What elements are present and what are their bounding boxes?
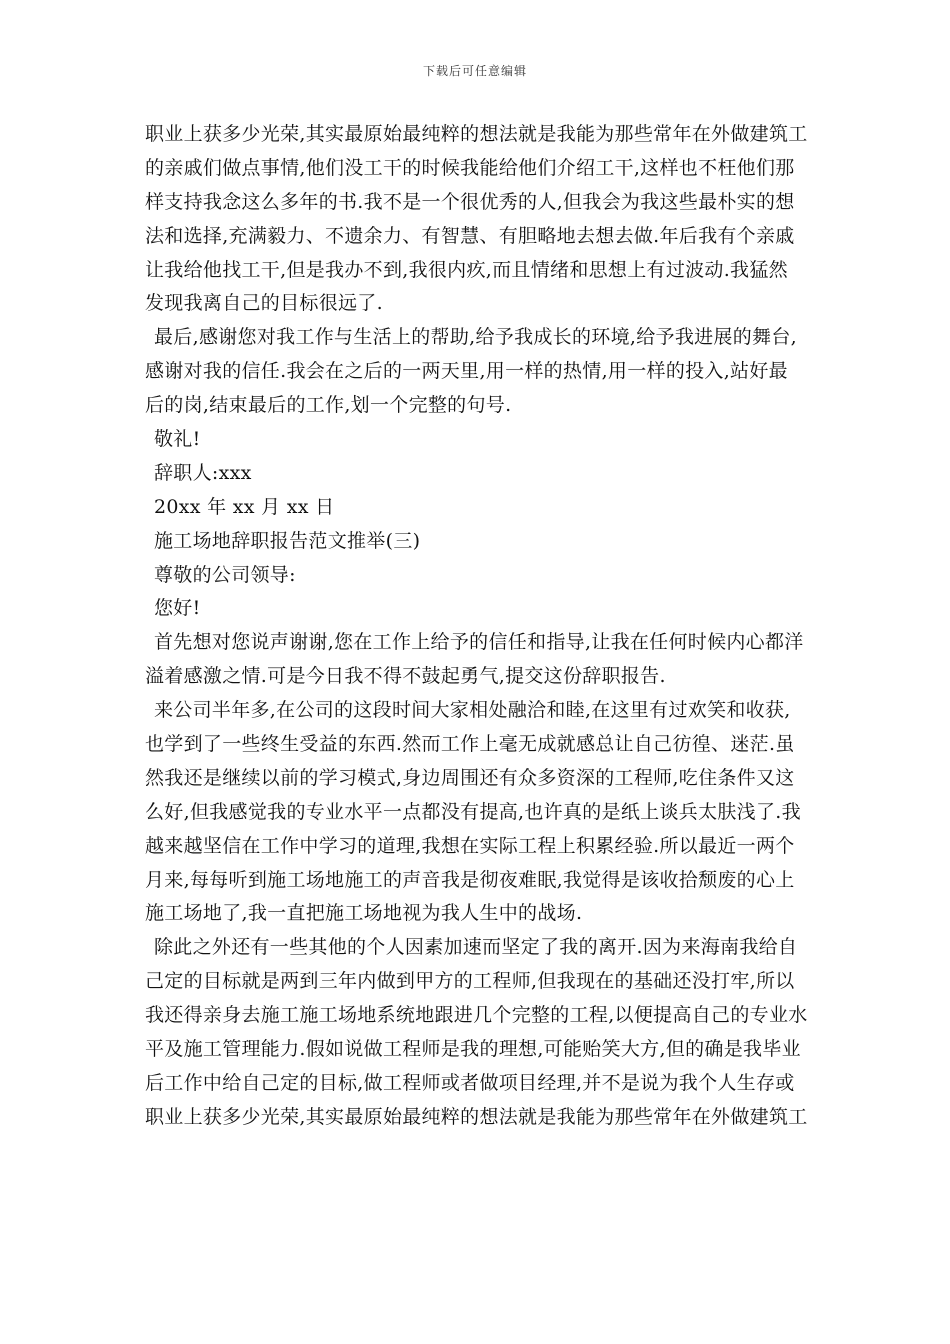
text-line: 的亲戚们做点事情,他们没工干的时候我能给他们介绍工干,这样也不枉他们那 bbox=[145, 156, 795, 179]
text-line: 最后,感谢您对我工作与生活上的帮助,给予我成长的环境,给予我进展的舞台, bbox=[154, 326, 797, 349]
text-line: 后的岗,结束最后的工作,划一个完整的句号. bbox=[145, 394, 512, 417]
text-line: 越来越坚信在工作中学习的道理,我想在实际工程上积累经验.所以最近一两个 bbox=[145, 834, 795, 857]
text-line: 也学到了一些终生受益的东西.然而工作上毫无成就感总让自己彷徨、迷茫.虽 bbox=[145, 733, 795, 756]
text-line: 后工作中给自己定的目标,做工程师或者做项目经理,并不是说为我个人生存或 bbox=[145, 1071, 795, 1094]
text-line: 您好! bbox=[154, 597, 201, 620]
text-line: 己定的目标就是两到三年内做到甲方的工程师,但我现在的基础还没打牢,所以 bbox=[145, 970, 795, 993]
text-line: 让我给他找工干,但是我办不到,我很内疚,而且情绪和思想上有过波动.我猛然 bbox=[145, 258, 788, 281]
text-line: 施工场地辞职报告范文推举(三) bbox=[154, 529, 421, 552]
text-line: 月来,每每听到施工场地施工的声音我是彻夜难眠,我觉得是该收拾颓废的心上 bbox=[145, 868, 795, 891]
text-line: 敬礼! bbox=[154, 428, 201, 451]
text-line: 20xx 年 xx 月 xx 日 bbox=[154, 495, 335, 518]
text-line: 我还得亲身去施工施工场地系统地跟进几个完整的工程,以便提高自己的专业水 bbox=[145, 1004, 808, 1027]
text-line: 法和选择,充满毅力、不遗余力、有智慧、有胆略地去想去做.年后我有个亲戚 bbox=[145, 224, 795, 247]
text-line: 溢着感激之情.可是今日我不得不鼓起勇气,提交这份辞职报告. bbox=[145, 665, 666, 688]
text-line: 发现我离自己的目标很远了. bbox=[145, 292, 383, 315]
text-line: 职业上获多少光荣,其实最原始最纯粹的想法就是我能为那些常年在外做建筑工 bbox=[145, 1105, 808, 1128]
text-line: 么好,但我感觉我的专业水平一点都没有提高,也许真的是纸上谈兵太肤浅了.我 bbox=[145, 800, 801, 823]
text-line: 职业上获多少光荣,其实最原始最纯粹的想法就是我能为那些常年在外做建筑工 bbox=[145, 123, 808, 145]
text-line: 首先想对您说声谢谢,您在工作上给予的信任和指导,让我在任何时候内心都洋 bbox=[154, 631, 804, 654]
text-line: 感谢对我的信任.我会在之后的一两天里,用一样的热情,用一样的投入,站好最 bbox=[145, 360, 788, 383]
text-line: 样支持我念这么多年的书.我不是一个很优秀的人,但我会为我这些最朴实的想 bbox=[145, 190, 795, 213]
text-line: 辞职人:xxx bbox=[154, 461, 252, 484]
text-line: 平及施工管理能力.假如说做工程师是我的理想,可能贻笑大方,但的确是我毕业 bbox=[145, 1038, 801, 1061]
text-line: 除此之外还有一些其他的个人因素加速而坚定了我的离开.因为来海南我给自 bbox=[154, 936, 798, 959]
document-body bbox=[145, 118, 815, 1135]
text-line: 施工场地了,我一直把施工场地视为我人生中的战场. bbox=[145, 902, 583, 925]
page-header: 下载后可任意编辑 bbox=[422, 64, 527, 78]
text-line: 尊敬的公司领导: bbox=[154, 563, 296, 586]
text-line: 来公司半年多,在公司的这段时间大家相处融洽和睦,在这里有过欢笑和收获, bbox=[154, 699, 791, 722]
text-line: 然我还是继续以前的学习模式,身边周围还有众多资深的工程师,吃住条件又这 bbox=[145, 766, 795, 789]
